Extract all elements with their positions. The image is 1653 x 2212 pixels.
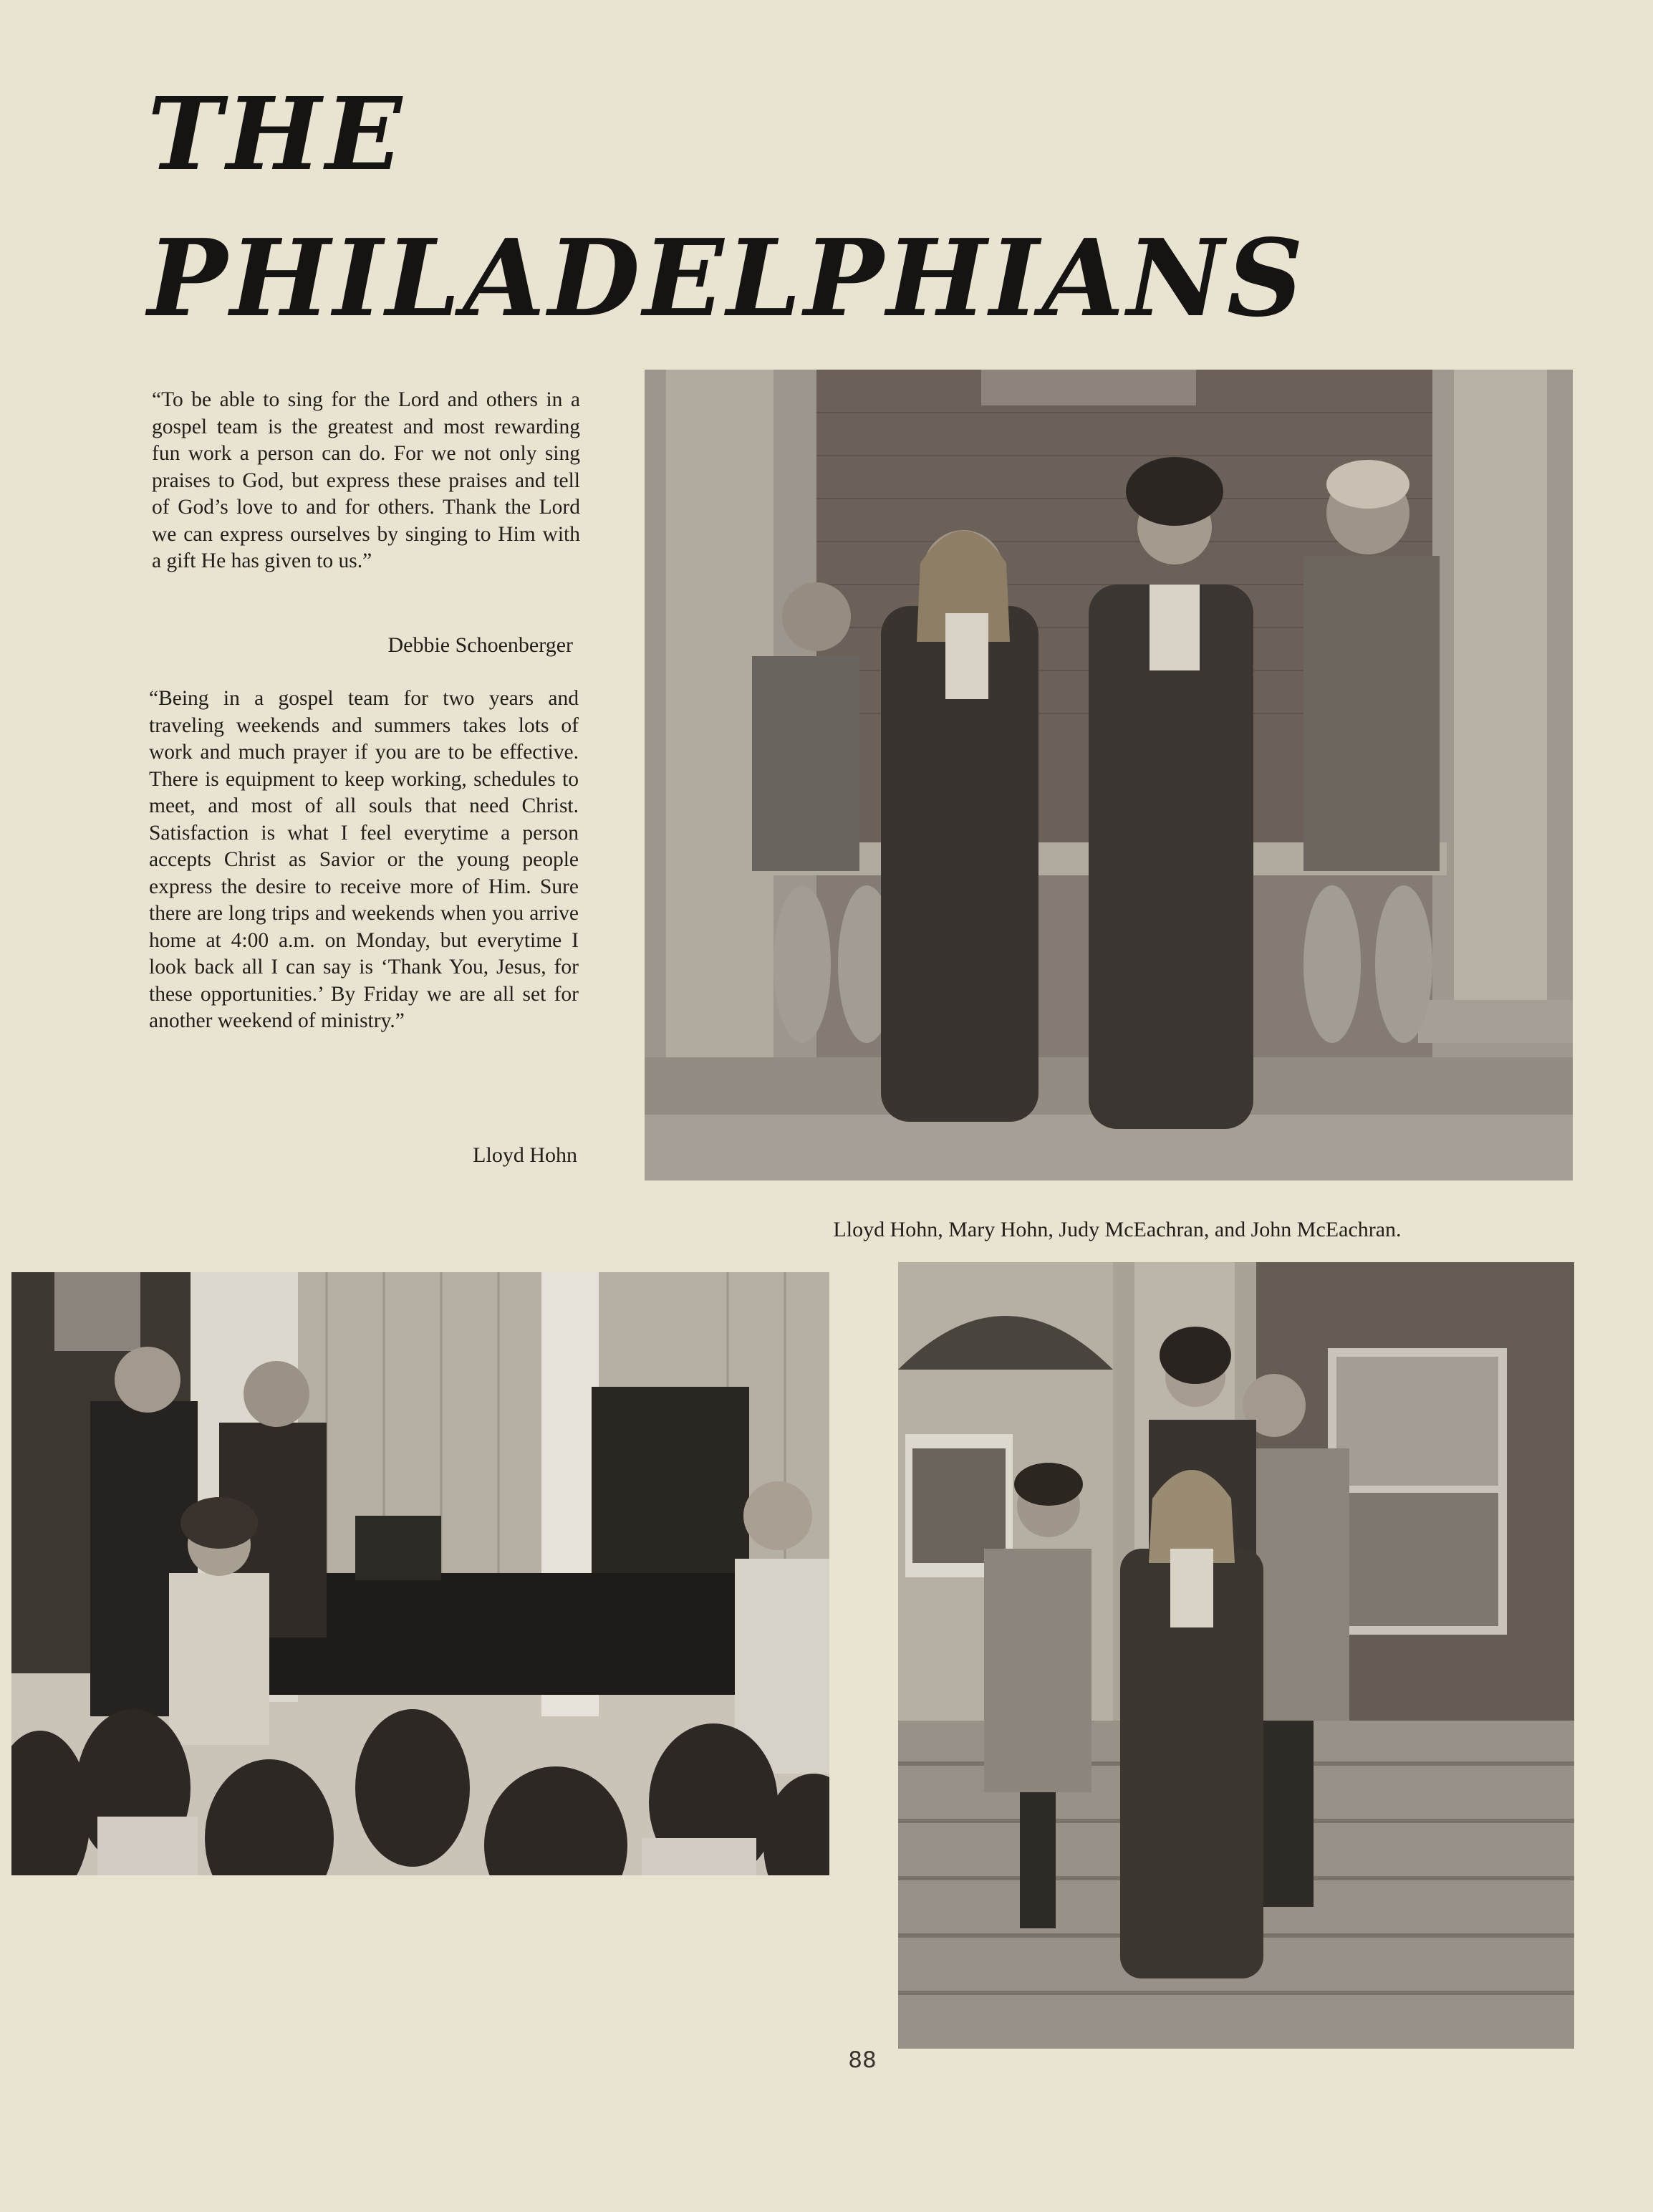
group-photo-steps	[898, 1262, 1574, 2049]
quote-author: Lloyd Hohn	[473, 1143, 577, 1167]
photo-caption: Lloyd Hohn, Mary Hohn, Judy McEachran, and John McEachran.	[833, 1218, 1402, 1241]
page-title-line-1: THE	[148, 76, 407, 193]
concert-photo	[11, 1272, 829, 1875]
quote-text: “To be able to sing for the Lord and others in a gospel team is the greatest and most rewarding fun work a person can do. For we not only sing praises to God, but express these praises and tell of God’s love to and for others. Thank the Lord we can express ourselves by singing to Him with a gift He has given to us.”	[152, 388, 580, 572]
page-title-line-2: PHILADELPHIANS	[148, 216, 1306, 340]
page-number: 88	[848, 2047, 877, 2073]
quote-author: Debbie Schoenberger	[387, 633, 573, 657]
quote-text: “Being in a gospel team for two years and traveling weekends and summers takes lots of work and much prayer if you are to be effective. There is equipment to keep working, schedules to meet, and most of all souls that need Christ. Satisfaction is what I feel everytime a person accepts Christ as Savior or the young people express the desire to receive more of Him. Sure there are long trips and weekends when you arrive home at 4:00 a.m. on Monday, but everytime I look back all I can say is ‘Thank You, Jesus, for these opportunities.’ By Friday we are all set for another weekend of ministry.”	[149, 687, 579, 1032]
group-photo-balcony	[645, 370, 1573, 1180]
